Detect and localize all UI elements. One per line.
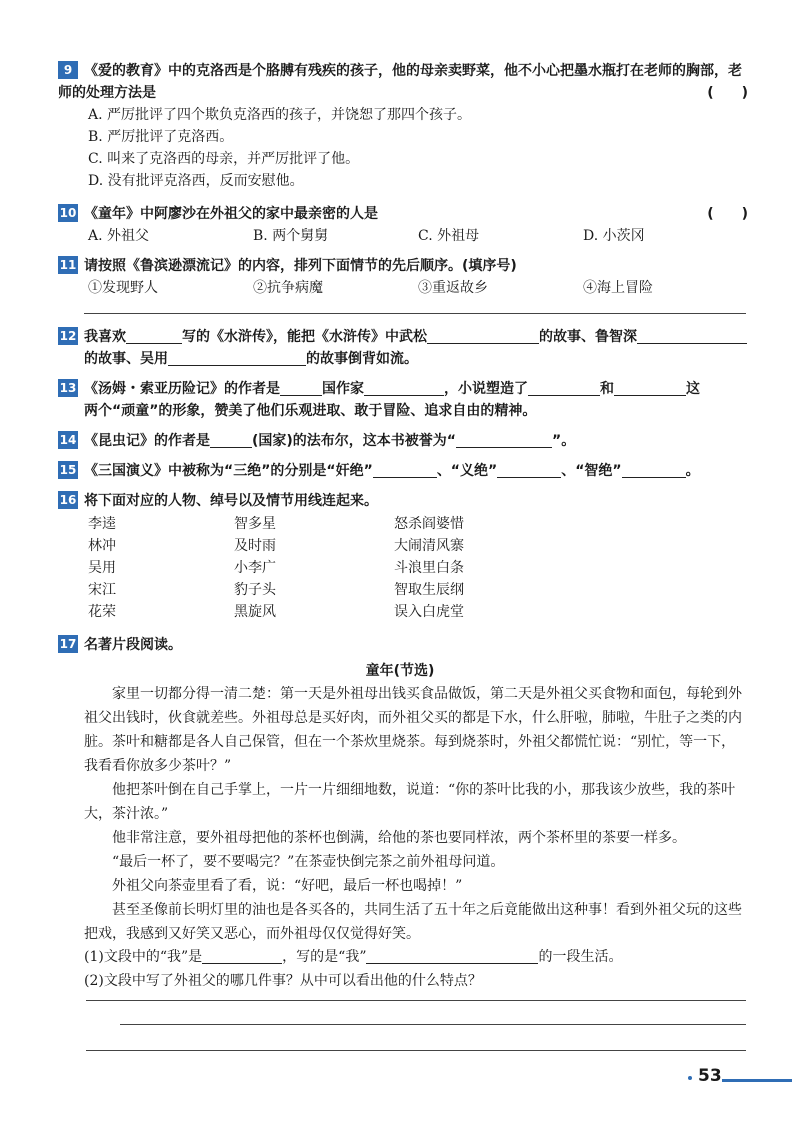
question-number: 13 [59, 381, 77, 395]
fill-blank[interactable] [622, 463, 686, 478]
option-d[interactable]: D. 小茨冈 [583, 228, 645, 244]
fill-text: 、“智绝” [561, 463, 622, 479]
option-a[interactable]: A. 外祖父 [88, 228, 150, 244]
people-column [88, 513, 116, 623]
question-number: 17 [59, 637, 77, 651]
fill-blank[interactable] [202, 949, 282, 964]
plot-item: ③重返故乡 [418, 280, 488, 296]
passage-paragraph: 家里一切都分得一清二楚：第一天是外祖母出钱买食品做饭，第二天是外祖父买食物和面包，每轮到外祖父出钱时，伙食就差些。外祖母总是买好肉，而外祖父买的都是下水，什么肝啦，肺啦，牛肚子之类的内脏。茶叶和糖都是各人自己保管，但在一个茶炊里烧茶。每到烧茶时，外祖父都慌忙说：“别忙，等一下，我看看你放多少茶叶？” [84, 686, 742, 774]
fill-text: 的故事、吴用 [84, 351, 168, 367]
option-c[interactable]: C. 外祖母 [418, 228, 480, 244]
plot-item: ④海上冒险 [583, 280, 653, 296]
fill-text: 的一段生活。 [538, 949, 623, 965]
person-item[interactable]: 宋江 [88, 582, 116, 598]
fill-blank[interactable] [364, 381, 444, 396]
question-10 [58, 203, 748, 247]
plot-item[interactable]: 智取生辰纲 [394, 582, 464, 598]
fill-text: 的故事倒背如流。 [306, 351, 418, 367]
question-stem: 请按照《鲁滨逊漂流记》的内容，排列下面情节的先后顺序。(填序号) [84, 258, 517, 274]
question-13 [58, 378, 748, 422]
question-9 [58, 60, 748, 192]
fill-text: 、“义绝” [436, 463, 498, 479]
question-stem: 名著片段阅读。 [84, 637, 182, 653]
fill-blank[interactable] [528, 381, 600, 396]
person-item[interactable]: 林冲 [88, 538, 116, 554]
question-number: 14 [59, 433, 77, 447]
fill-blank[interactable] [366, 949, 538, 964]
fill-blank[interactable] [126, 329, 182, 344]
option-c[interactable]: C. 叫来了克洛西的母亲，并严厉批评了他。 [88, 151, 360, 167]
nickname-item[interactable]: 黑旋风 [234, 604, 276, 620]
nickname-item[interactable]: 及时雨 [234, 538, 276, 554]
plot-column [394, 513, 464, 623]
question-number: 16 [59, 493, 77, 507]
plot-item: ①发现野人 [88, 280, 158, 296]
fill-text: 写的《水浒传》，能把《水浒传》中武松 [182, 329, 427, 345]
fill-text: 。 [685, 463, 700, 479]
option-a[interactable]: A. 严厉批评了四个欺负克洛西的孩子，并饶恕了那四个孩子。 [88, 107, 472, 123]
answer-parentheses[interactable]: ( ) [707, 85, 748, 101]
fill-blank[interactable] [427, 329, 539, 344]
plot-item[interactable]: 误入白虎堂 [394, 604, 464, 620]
fill-blank[interactable] [168, 351, 306, 366]
nickname-item[interactable]: 豹子头 [234, 582, 276, 598]
fill-text: 《昆虫记》的作者是 [84, 433, 210, 449]
question-number: 15 [59, 463, 77, 477]
nickname-column [234, 513, 276, 623]
fill-text: 这 [686, 381, 700, 397]
fill-blank[interactable] [497, 463, 561, 478]
fill-text: 国作家 [322, 381, 364, 397]
plot-item[interactable]: 大闹清风寨 [394, 538, 464, 554]
option-d[interactable]: D. 没有批评克洛西，反而安慰他。 [88, 173, 304, 189]
nickname-item[interactable]: 智多星 [234, 516, 276, 532]
fill-text: 的故事、鲁智深 [539, 329, 637, 345]
question-15 [58, 460, 748, 482]
question-12 [58, 326, 748, 370]
fill-blank[interactable] [210, 433, 252, 448]
fill-text: (1)文段中的“我”是 [84, 949, 203, 965]
fill-text: 两个“顽童”的形象，赞美了他们乐观进取、敢于冒险、追求自由的精神。 [84, 403, 537, 419]
fill-text: ”。 [552, 433, 576, 449]
question-number: 9 [58, 61, 78, 79]
page-number: 53 [698, 1066, 722, 1086]
fill-text: ，写的是“我” [282, 949, 367, 965]
question-stem-cont: 师的处理方法是 [58, 85, 156, 101]
fill-blank[interactable] [614, 381, 686, 396]
answer-parentheses[interactable]: ( ) [707, 206, 748, 222]
person-item[interactable]: 花荣 [88, 604, 116, 620]
fill-text: 《三国演义》中被称为“三绝”的分别是“奸绝” [84, 463, 373, 479]
sub-question-text: (2)文段中写了外祖父的哪几件事？从中可以看出他的什么特点？ [84, 973, 482, 989]
sub-question-1 [84, 946, 748, 968]
answer-line[interactable] [84, 313, 746, 314]
passage-paragraph: 他把茶叶倒在自己手掌上，一片一片细细地数，说道：“你的茶叶比我的小，那我该少放些，我的茶叶大，茶汁浓。” [84, 782, 736, 822]
plot-item: ②抗争病魔 [253, 280, 323, 296]
fill-blank[interactable] [373, 463, 437, 478]
answer-line[interactable] [86, 1000, 746, 1001]
answer-line[interactable] [86, 1050, 746, 1051]
passage-paragraph: “最后一杯了，要不要喝完？”在茶壶快倒完茶之前外祖母问道。 [112, 854, 505, 870]
question-stem: 《爱的教育》中的克洛西是个胳膊有残疾的孩子，他的母亲卖野菜，他不小心把墨水瓶打在老师的胸部，老 [84, 63, 742, 79]
question-stem: 《童年》中阿廖沙在外祖父的家中最亲密的人是 [84, 206, 378, 222]
fill-blank[interactable] [637, 329, 747, 344]
sub-question-2 [84, 970, 748, 992]
question-16 [58, 490, 748, 512]
question-number: 11 [59, 258, 77, 272]
page-dot-icon [688, 1076, 692, 1080]
question-number: 12 [59, 329, 77, 343]
option-b[interactable]: B. 两个舅舅 [253, 228, 329, 244]
question-11 [58, 255, 748, 299]
passage-paragraph: 外祖父向茶壶里看了看，说：“好吧，最后一杯也喝掉！” [112, 878, 463, 894]
page-accent-bar [722, 1079, 792, 1082]
nickname-item[interactable]: 小李广 [234, 560, 276, 576]
fill-text: ，小说塑造了 [444, 381, 528, 397]
question-number: 10 [59, 206, 77, 220]
fill-text: 和 [600, 381, 614, 397]
plot-item[interactable]: 怒杀阎婆惜 [394, 516, 464, 532]
passage-title: 童年(节选) [365, 663, 435, 679]
fill-text: 我喜欢 [84, 329, 126, 345]
answer-line[interactable] [120, 1024, 746, 1025]
fill-text: (国家)的法布尔，这本书被誉为“ [252, 433, 456, 449]
person-item[interactable]: 吴用 [88, 560, 116, 576]
plot-item[interactable]: 斗浪里白条 [394, 560, 464, 576]
question-14 [58, 430, 748, 452]
fill-blank[interactable] [456, 433, 552, 448]
passage-paragraph: 甚至圣像前长明灯里的油也是各买各的，共同生活了五十年之后竟能做出这种事！看到外祖父玩的这些把戏，我感到又好笑又恶心，而外祖母仅仅觉得好笑。 [84, 902, 742, 942]
question-stem: 将下面对应的人物、绰号以及情节用线连起来。 [84, 493, 378, 509]
fill-blank[interactable] [280, 381, 322, 396]
person-item[interactable]: 李逵 [88, 516, 116, 532]
option-b[interactable]: B. 严厉批评了克洛西。 [88, 129, 234, 145]
question-17 [58, 634, 748, 656]
passage-paragraph: 他非常注意，要外祖母把他的茶杯也倒满，给他的茶也要同样浓，两个茶杯里的茶要一样多。 [112, 830, 686, 846]
fill-text: 《汤姆・索亚历险记》的作者是 [84, 381, 280, 397]
